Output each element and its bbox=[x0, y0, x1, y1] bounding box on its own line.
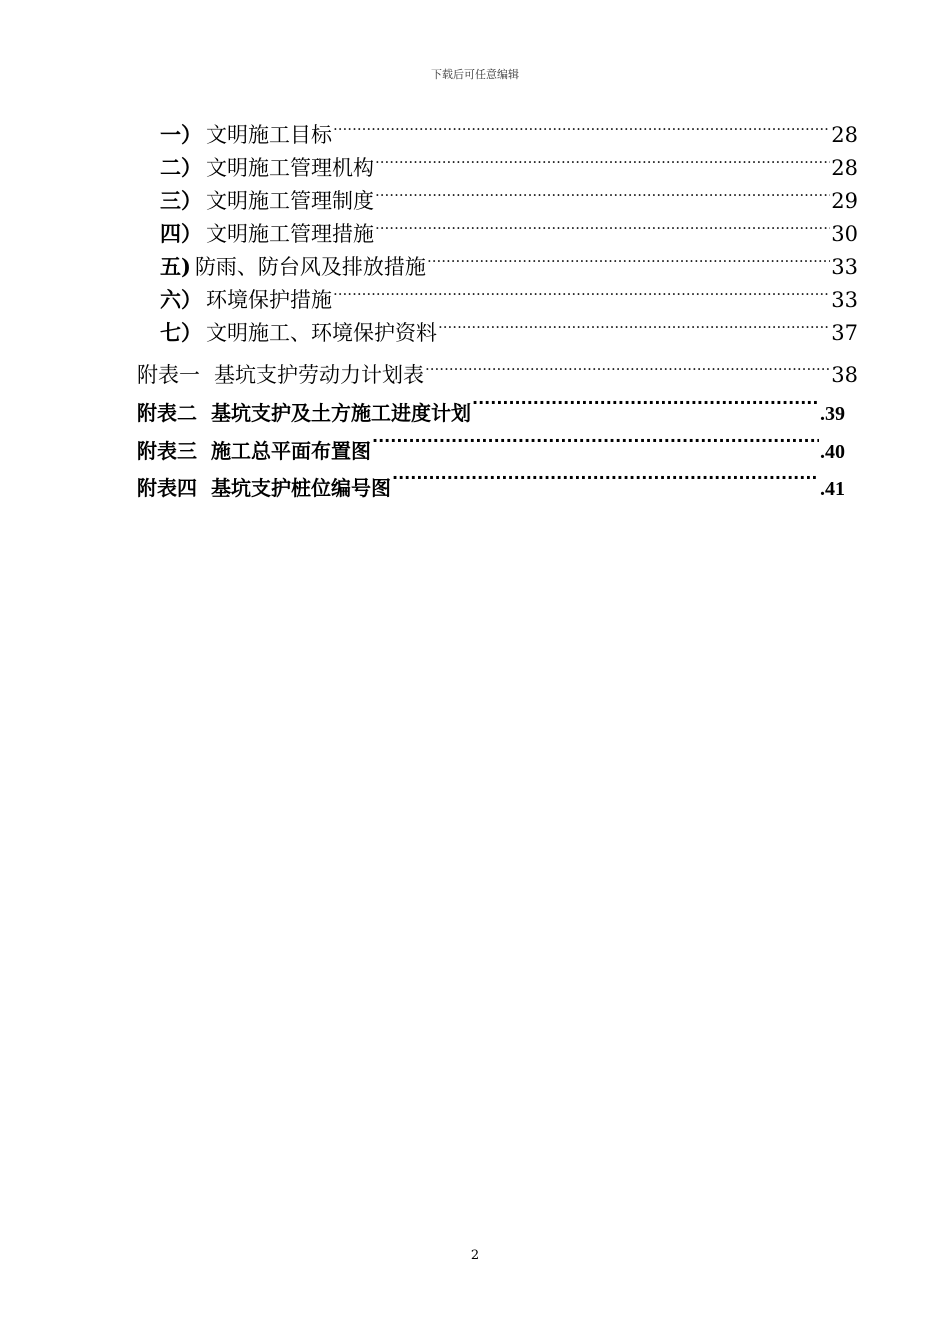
appendix-title: 基坑支护桩位编号图 bbox=[211, 476, 391, 500]
dot-leader bbox=[427, 253, 830, 274]
toc-appendix-entry[interactable] bbox=[137, 396, 845, 430]
toc-entry[interactable] bbox=[160, 184, 858, 217]
toc-entry-title: 文明施工管理机构 bbox=[206, 156, 374, 180]
toc-entry[interactable] bbox=[160, 283, 858, 316]
toc-entry-title: 文明施工管理措施 bbox=[206, 222, 374, 246]
dot-leader bbox=[333, 121, 830, 142]
appendix-page: .39 bbox=[820, 403, 845, 425]
toc-entry-title: 防雨、防台风及排放措施 bbox=[194, 255, 426, 279]
toc-entry-page: 37 bbox=[831, 321, 858, 345]
appendix-title: 施工总平面布置图 bbox=[211, 439, 371, 463]
appendix-label: 附表二 bbox=[137, 401, 197, 425]
appendix-page: .41 bbox=[820, 478, 845, 500]
toc-entry-number: 二） bbox=[160, 155, 202, 180]
dot-leader bbox=[438, 319, 830, 340]
toc-entry[interactable] bbox=[160, 250, 858, 283]
toc-entry-number: 四） bbox=[160, 221, 202, 246]
appendix-title: 基坑支护及土方施工进度计划 bbox=[211, 401, 471, 425]
dot-leader bbox=[472, 400, 819, 420]
page-number: 2 bbox=[470, 1248, 480, 1263]
toc-entry-title: 文明施工管理制度 bbox=[206, 189, 374, 213]
toc-entry-page: 33 bbox=[831, 255, 858, 279]
appendix-title: 基坑支护劳动力计划表 bbox=[214, 363, 424, 387]
toc-entry-number: 一） bbox=[160, 122, 202, 147]
toc-entry-title: 文明施工、环境保护资料 bbox=[206, 321, 437, 345]
dot-leader bbox=[375, 220, 830, 241]
toc-entry[interactable] bbox=[160, 151, 858, 184]
page-header: 下载后可任意编辑 bbox=[431, 68, 519, 81]
toc-entry-page: 33 bbox=[831, 288, 858, 312]
toc-entry-title: 环境保护措施 bbox=[206, 288, 332, 312]
appendix-page: .40 bbox=[820, 441, 845, 463]
toc-entry-title: 文明施工目标 bbox=[206, 123, 332, 147]
toc-entry[interactable] bbox=[160, 118, 858, 151]
toc-entry-number: 六） bbox=[160, 287, 202, 312]
toc-entry-number: 五) bbox=[160, 254, 191, 279]
appendix-label: 附表三 bbox=[137, 439, 197, 463]
dot-leader bbox=[425, 361, 830, 382]
dot-leader bbox=[375, 154, 830, 175]
toc-entry-page: 28 bbox=[831, 156, 858, 180]
appendix-label: 附表一 bbox=[137, 363, 200, 387]
toc-appendix-entry[interactable] bbox=[137, 359, 858, 392]
dot-leader bbox=[392, 475, 819, 495]
dot-leader bbox=[375, 187, 830, 208]
dot-leader bbox=[372, 438, 819, 458]
toc-appendix-entry[interactable] bbox=[137, 471, 845, 505]
toc-appendix-entry[interactable] bbox=[137, 434, 845, 468]
toc-entry-page: 30 bbox=[831, 222, 858, 246]
appendix-label: 附表四 bbox=[137, 476, 197, 500]
toc-entry-page: 29 bbox=[831, 189, 858, 213]
toc-entry[interactable] bbox=[160, 217, 858, 250]
toc-entry[interactable] bbox=[160, 316, 858, 349]
toc-entry-number: 三） bbox=[160, 188, 202, 213]
dot-leader bbox=[333, 286, 830, 307]
appendix-page: 38 bbox=[831, 363, 858, 387]
toc-entry-page: 28 bbox=[831, 123, 858, 147]
toc-entry-number: 七） bbox=[160, 320, 202, 345]
